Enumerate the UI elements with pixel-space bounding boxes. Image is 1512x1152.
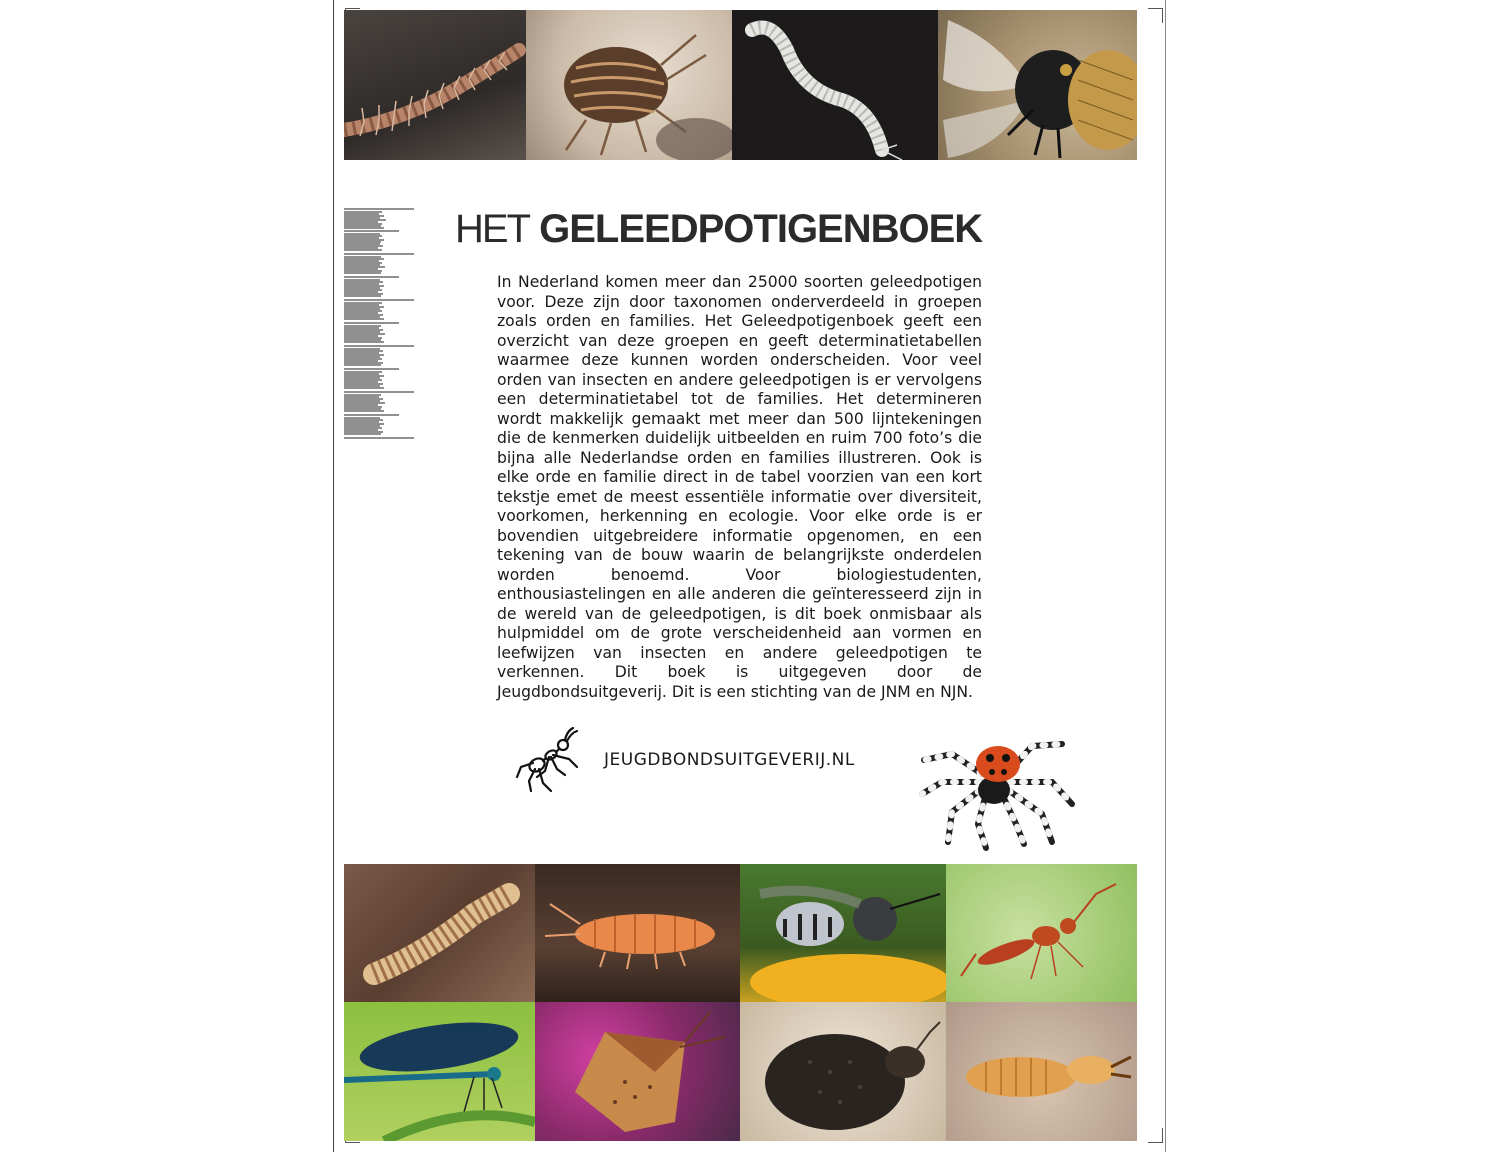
photo-bee xyxy=(938,10,1137,160)
crop-mark-top-right xyxy=(1148,8,1163,23)
photo-millipede xyxy=(344,864,535,1002)
photo-wasp xyxy=(740,864,946,1002)
photo-ladybird-spider xyxy=(912,724,1082,854)
title-prefix: HET xyxy=(455,207,529,251)
publisher-url: JEUGDBONDSUITGEVERIJ.NL xyxy=(604,750,855,770)
book-description: In Nederland komen meer dan 25000 soorten geleedpotigen voor. Deze zijn door taxonomen onderverdeeld in groepen zoals orden en families. Het Geleedpotigenboek geeft een overzicht van deze groepen en geeft determinatietabellen waarmee deze kunnen worden onderscheiden. Voor veel orden van insecten en andere geleedpotigen is er vervolgens een determinatietabel tot de families. Het determineren wordt makkelijk gemaakt met meer dan 500 lijntekeningen die de kenmerken duidelijk uitbeelden en ruim 700 foto’s die bijna alle Nederlandse orden en families illustreren. Ook is elke orde en familie direct in de tabel voorzien van een kort tekstje emet de meest essentiële informatie over diversiteit, voorkomen, herkenning en ecologie. Voor elke orde is er bovendien uitgebreidere informatie opgenomen, en een tekening van de bouw waarin de belangrijkste onderdelen worden benoemd. Voor biologiestudenten, enthousiastelingen en alle anderen die geïnteresseerd zijn in de wereld van de geleedpotigen, is dit boek onmisbaar als hulpmiddel om de grote verscheidenheid aan vormen en leefwijzen van insecten en andere geleedpotigen te verkennen. Dit boek is uitgegeven door de Jeugdbondsuitgeverij. Dit is een stichting van de JNM en NJN. xyxy=(497,273,982,701)
photo-white-millipede xyxy=(732,10,938,160)
decorative-barcode xyxy=(344,208,414,440)
photo-termite xyxy=(946,1002,1137,1141)
photo-beetle xyxy=(740,1002,946,1141)
ant-logo-icon xyxy=(515,727,585,797)
top-photo-strip xyxy=(344,10,1137,160)
photo-woodlouse xyxy=(526,10,732,160)
bottom-photo-grid xyxy=(344,864,1137,1141)
photo-springtail xyxy=(535,864,740,1002)
photo-centipede xyxy=(344,10,526,160)
book-title xyxy=(455,207,982,252)
title-main: GELEEDPOTIGENBOEK xyxy=(539,207,983,251)
photo-shield-bug xyxy=(535,1002,740,1141)
photo-damselfly xyxy=(344,1002,535,1141)
photo-parasitic-wasp xyxy=(946,864,1137,1002)
crop-mark-bottom-right xyxy=(1148,1128,1163,1143)
